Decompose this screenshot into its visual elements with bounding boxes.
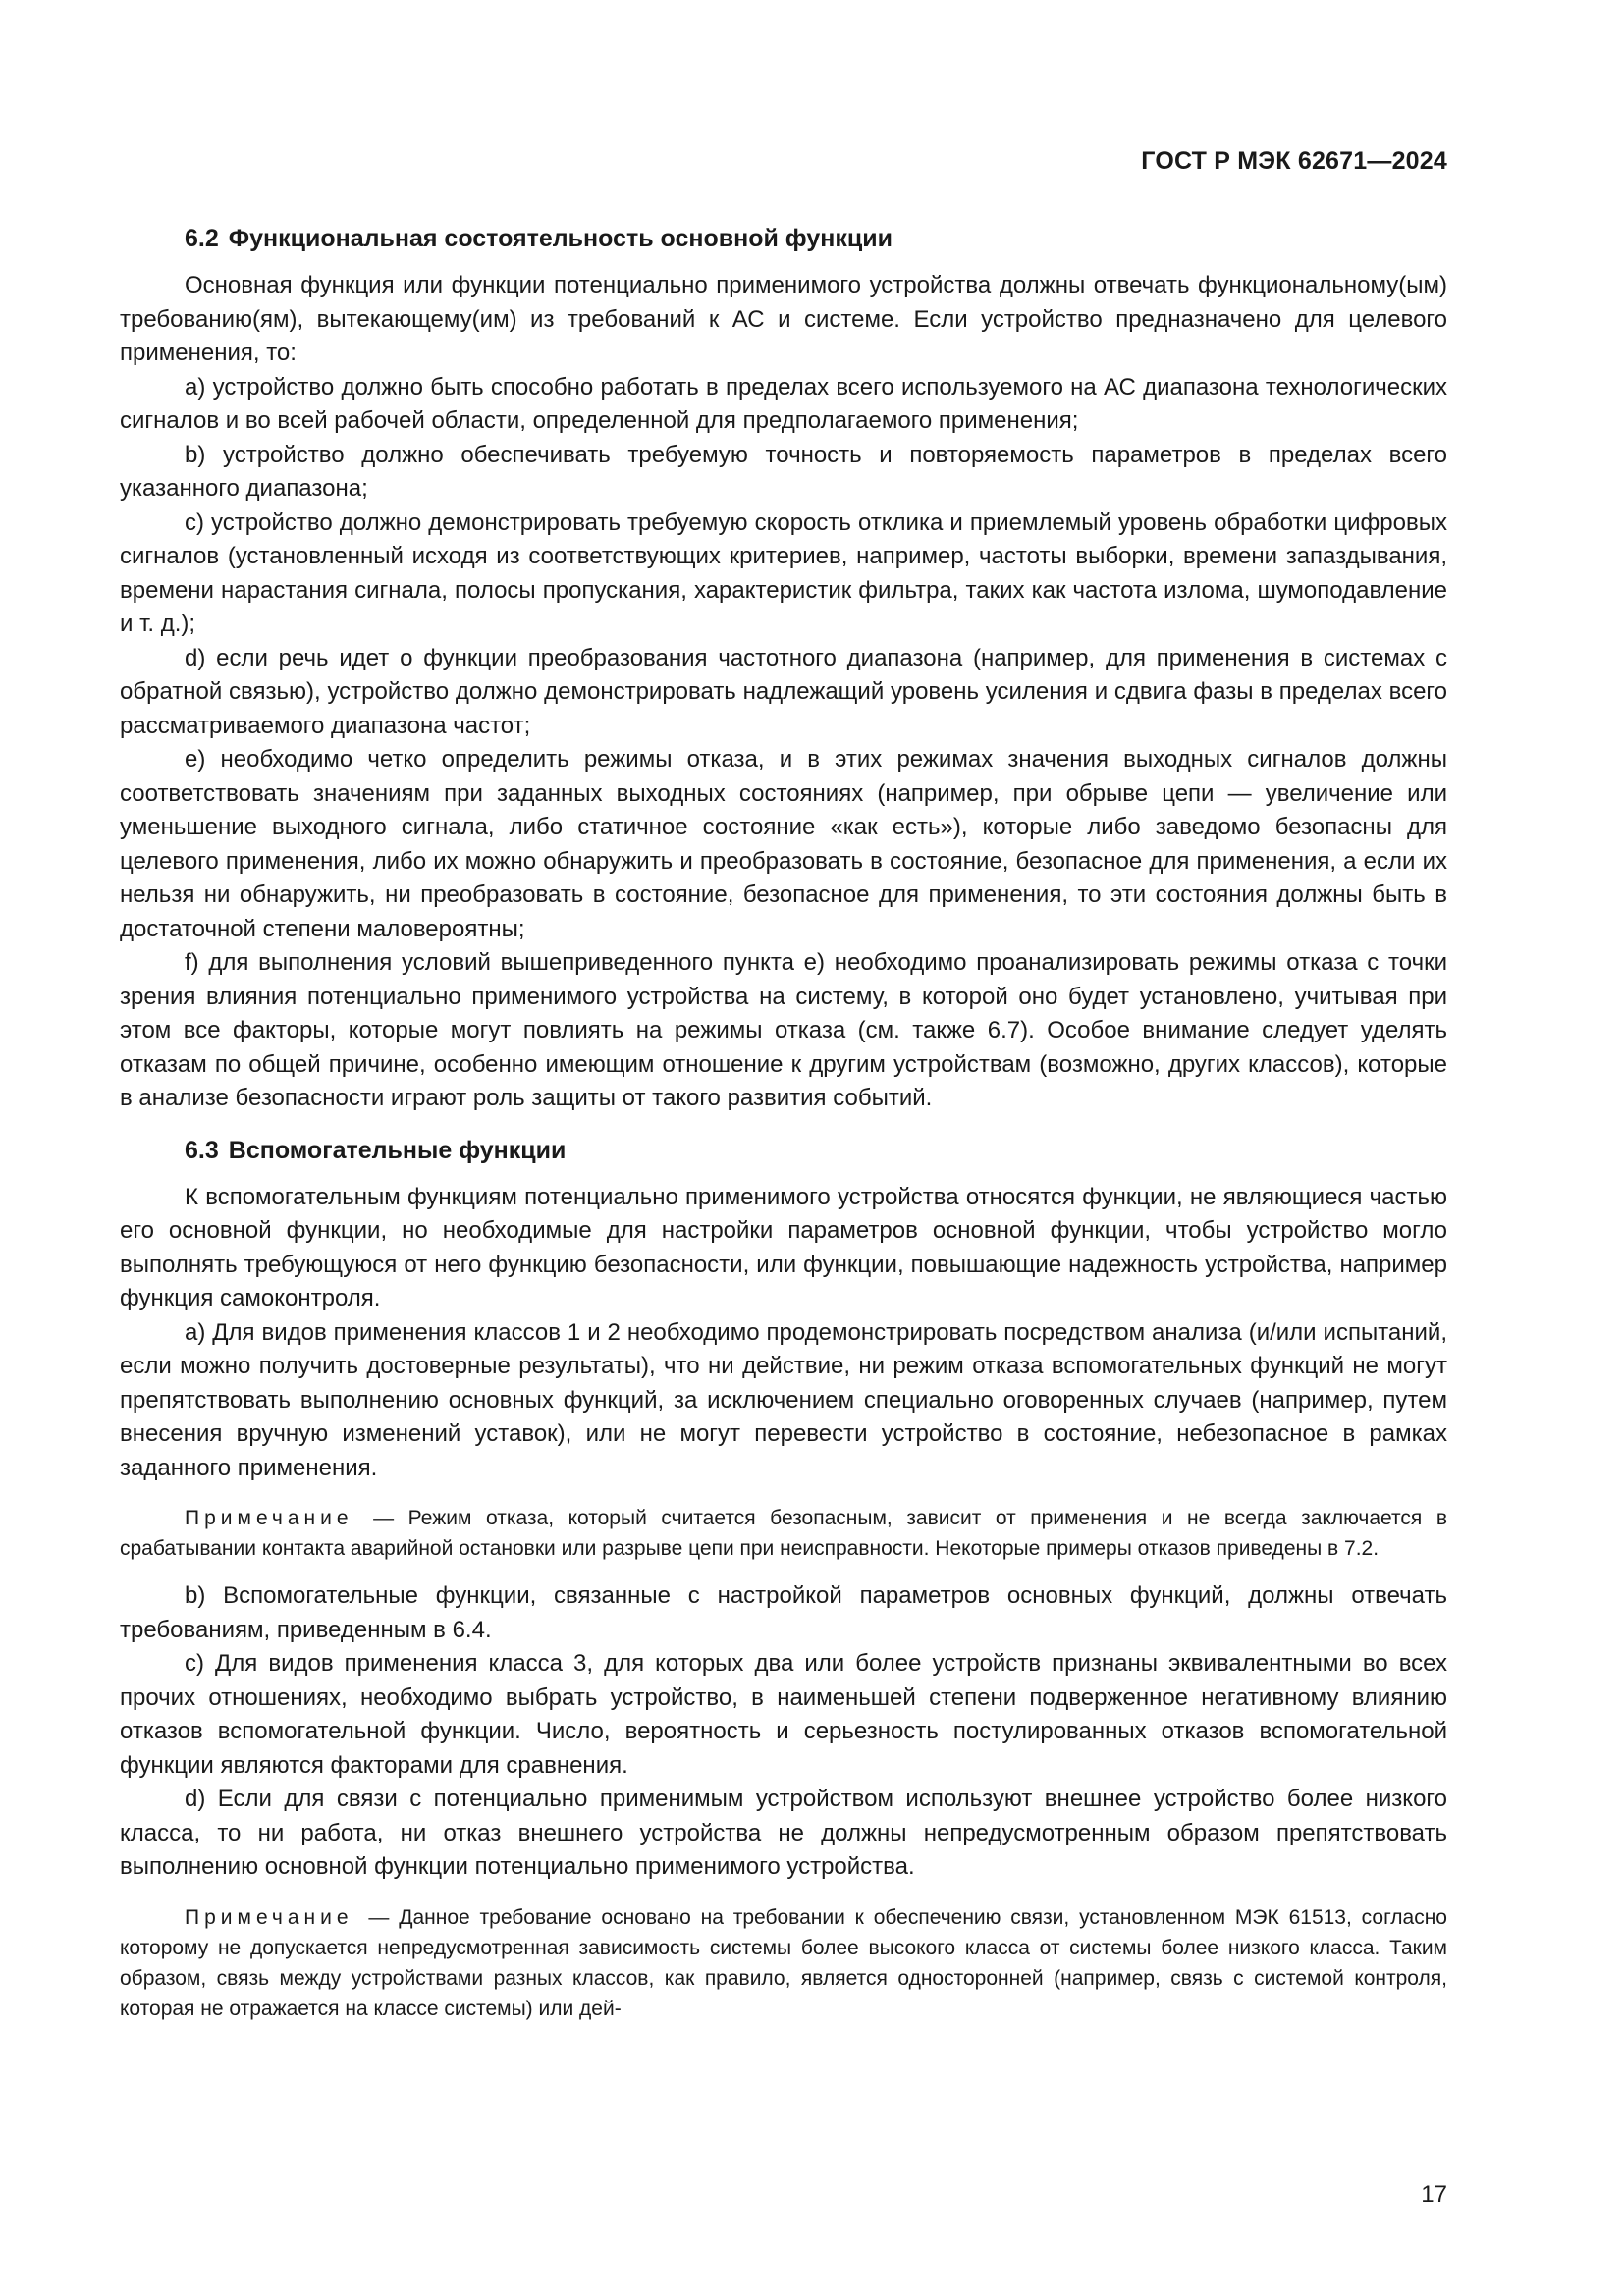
list-item-b: b) устройство должно обеспечивать требуемую точность и повторяемость параметров в пределах всего указанного диапазона; (120, 441, 1447, 502)
note (120, 1902, 1447, 2024)
list-item-a: a) Для видов применения классов 1 и 2 необходимо продемонстрировать посредством анализа (и/или испытаний, если можно получить достоверные результаты), что ни действие, ни режим отказа вспомогательных функций не могут препятствовать выполнению основных функций, за исключением специально оговоренных случаев (например, путем внесения вручную изменений уставок), или не могут перевести устройство в состояние, небезопасное в рамках заданного применения. (120, 1318, 1447, 1481)
paragraph: Основная функция или функции потенциально применимого устройства должны отвечать функциональному(ым) требованию(ям), вытекающему(им) из требований к АС и системе. Если устройство предназначено для целевого применения, то: (120, 272, 1447, 366)
document-id: ГОСТ Р МЭК 62671—2024 (1141, 147, 1447, 175)
section-6-2-heading (120, 222, 1447, 255)
list-item-b: b) Вспомогательные функции, связанные с настройкой параметров основных функций, должны отвечать требованиям, приведенным в 6.4. (120, 1582, 1447, 1643)
list-item-f: f) для выполнения условий вышеприведенного пункта e) необходимо проанализировать режимы отказа с точки зрения влияния потенциально применимого устройства на систему, в которой оно будет установлено, учитывая при этом все факторы, которые могут повлиять на режимы отказа (см. также 6.7). Особое внимание следует уделять отказам по общей причине, особенно имеющим отношение к другим устройствам (возможно, других классов), которые в анализе безопасности играют роль защиты от такого развития событий. (120, 949, 1447, 1111)
list-item-a: a) устройство должно быть способно работать в пределах всего используемого на АС диапазона технологических сигналов и во всей рабочей области, определенной для предполагаемого применения; (120, 373, 1447, 434)
list-item-e: e) необходимо четко определить режимы отказа, и в этих режимах значения выходных сигналов должны соответствовать значениям при заданных выходных состояниях (например, при обрыве цепи — увеличение или уменьшение выходного сигнала, либо статичное состояние «как есть»), которые либо заведомо безопасны для целевого применения, либо их можно обнаружить и преобразовать в состояние, безопасное для применения, а если их нельзя ни обнаружить, ни преобразовать в состояние, безопасное для применения, то эти состояния должны быть в достаточной степени маловероятны; (120, 746, 1447, 942)
page-number: 17 (1421, 2181, 1447, 2208)
page-content (120, 222, 1447, 2024)
section-title: Вспомогательные функции (228, 1136, 567, 1164)
note (120, 1503, 1447, 1564)
section-6-3-heading (120, 1134, 1447, 1167)
note-label: Примечание (185, 1507, 353, 1529)
note-text: — Режим отказа, который считается безопасным, зависит от применения и не всегда заключается в срабатывании контакта аварийной остановки или разрыве цепи при неисправности. Некоторые примеры отказов приведены в 7.2. (120, 1507, 1447, 1560)
list-item-c: c) устройство должно демонстрировать требуемую скорость отклика и приемлемый уровень обработки цифровых сигналов (установленный исходя из соответствующих критериев, например, частоты выборки, времени запаздывания, времени нарастания сигнала, полосы пропускания, характеристик фильтра, таких как частота излома, шумоподавление и т. д.); (120, 508, 1447, 637)
section-number: 6.2 (185, 225, 219, 252)
note-text: — Данное требование основано на требовании к обеспечению связи, установленном МЭК 61513, согласно которому не допускается непредусмотренная зависимость системы более высокого класса от системы более низкого класса. Таким образом, связь между устройствами разных классов, как правило, является односторонней (например, связь с системой контроля, которая не отражается на классе системы) или дей- (120, 1905, 1447, 2020)
list-item-d: d) если речь идет о функции преобразования частотного диапазона (например, для применения в системах с обратной связью), устройство должно демонстрировать надлежащий уровень усиления и сдвига фазы в пределах всего рассматриваемого диапазона частот; (120, 644, 1447, 739)
list-item-c: c) Для видов применения класса 3, для которых два или более устройств признаны эквивалентными во всех прочих отношениях, необходимо выбрать устройство, в наименьшей степени подверженное негативному влиянию отказов вспомогательной функции. Число, вероятность и серьезность постулированных отказов вспомогательной функции являются факторами для сравнения. (120, 1650, 1447, 1779)
note-label: Примечание (185, 1905, 353, 1929)
section-number: 6.3 (185, 1136, 219, 1164)
section-title: Функциональная состоятельность основной функции (228, 225, 893, 252)
paragraph: К вспомогательным функциям потенциально применимого устройства относятся функции, не являющиеся частью его основной функции, но необходимые для настройки параметров основной функции, чтобы устройство могло выполнять требующуюся от него функцию безопасности, или функции, повышающие надежность устройства, например функция самоконтроля. (120, 1183, 1447, 1311)
list-item-d: d) Если для связи с потенциально применимым устройством используют внешнее устройство более низкого класса, то ни работа, ни отказ внешнего устройства не должны непредусмотренным образом препятствовать выполнению основной функции потенциально применимого устройства. (120, 1786, 1447, 1880)
